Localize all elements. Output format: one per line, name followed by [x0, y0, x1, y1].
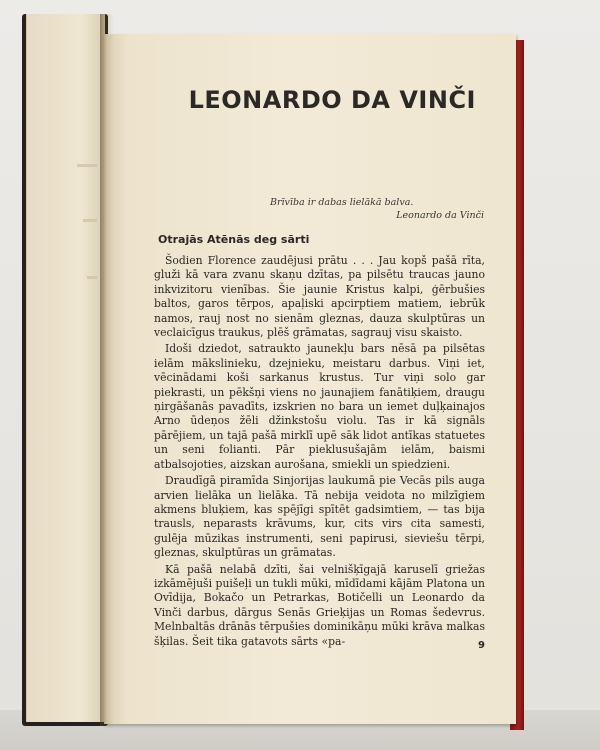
bleed-through-mark [87, 276, 97, 279]
epigraph [270, 197, 484, 221]
left-page [26, 14, 105, 722]
bleed-through-mark [77, 164, 97, 167]
spine-shadow [100, 14, 114, 726]
paragraph: Kā pašā nelabā dzīti, šai velnišķīgajā karuselī griežas izkāmējuši puišeļi un tukli mūki, mīdīdami kājām Platona un Ovīdija, Bokačo un Petrarkas, Botičelli un Leonardo da Vinči darbus, dārgus Senās Grieķijas un Romas šedevrus. Melnbaltās drānās tērpušies dominikāņu mūki krāva malkas šķilas. Šeit tika gatavots sārts «pa- [154, 562, 485, 648]
epigraph-quote: Brīvība ir dabas lielākā balva. [270, 197, 414, 208]
page-number: 9 [478, 640, 485, 651]
paragraph: Idoši dziedot, satraukto jaunekļu bars nēsā pa pilsētas ielām mākslinieku, dzejnieku, meistaru darbus. Viņi iet, vēcinādami koši sarkanus krustus. Tur viņi solo gar piekrasti, un pēkšņi viens no jaunajiem fanātiķiem, draugu ņirgāšanās pavadīts, izskrien no bara un iemet duļķainajos Arno ūdeņos žēli džinkstošu violu. Tas ir kā signāls pārējiem, un tajā pašā mirklī upē sāk lidot antīkas statuetes un seni folianti. Pār pieklusušajām ielām, baismi atbalsojoties, aizskan aurošana, smiekli un spiedzieni. [154, 342, 485, 471]
body-text [154, 254, 485, 651]
paragraph: Šodien Florence zaudējusi prātu . . . Jau kopš pašā rīta, gluži kā vara zvanu skaņu dzītas, pa pilsētu traucas jauno inkvizitoru vienības. Šie jaunie Kristus kalpi, ģērbušies baltos, garos tērpos, apaļiski apcirptiem matiem, iebrūk namos, rauj nost no sienām gleznas, dauza skulptūras un veclaicīgus traukus, plēš grāmatas, sagrauj visu skaisto. [154, 254, 485, 340]
paragraph: Draudīgā piramīda Sinjorijas laukumā pie Vecās pils auga arvien lielāka un lielāka. Tā nebija veidota no milzīgiem akmens bluķiem, kas spējīgi spītēt gadsimtiem, — tas bija trausls, neparasts krāvums, kur, cits virs cita samesti, gulēja mūzikas instrumenti, seni papirusi, sieviešu tērpi, gleznas, skulptūras un grāmatas. [154, 474, 485, 560]
epigraph-author: Leonardo da Vinči [396, 210, 484, 221]
chapter-title: LEONARDO DA VINČI [188, 86, 476, 114]
bleed-through-mark [83, 219, 97, 222]
section-heading: Otrajās Atēnās deg sārti [158, 233, 310, 246]
